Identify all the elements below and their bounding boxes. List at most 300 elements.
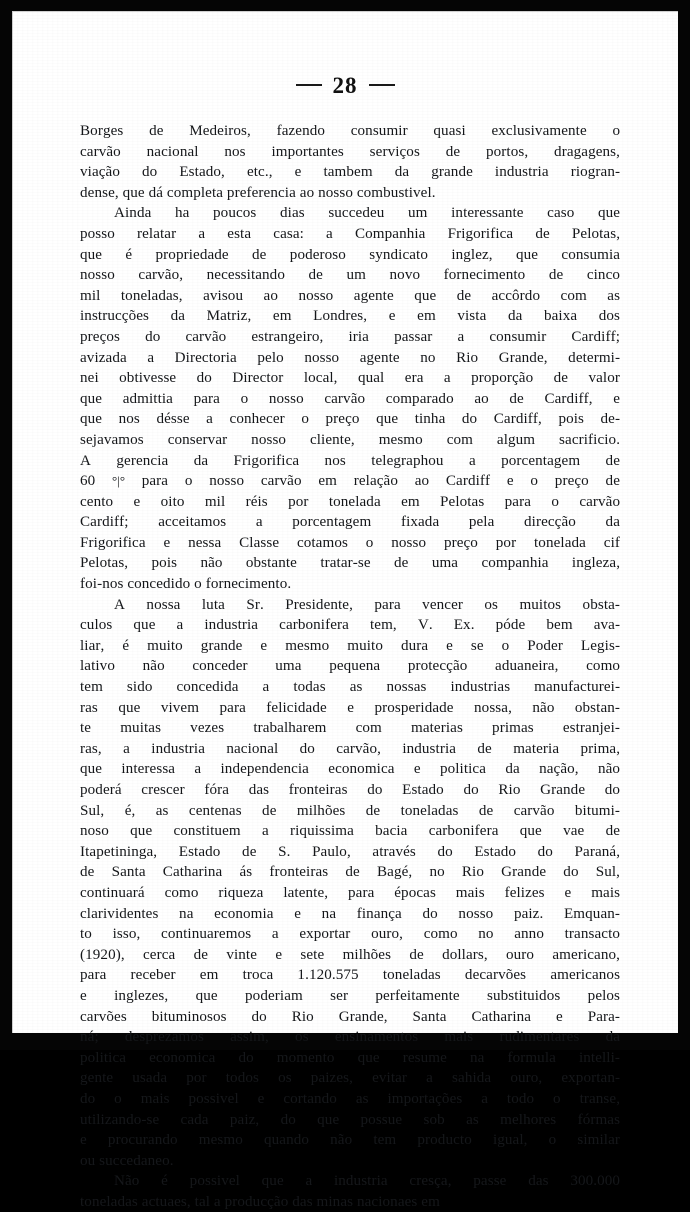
word: syndicato: [369, 246, 428, 263]
word: as: [607, 287, 621, 304]
word: transe,: [579, 1090, 621, 1107]
word: de: [262, 802, 277, 819]
word: do: [280, 1111, 296, 1128]
text-line: [80, 1192, 620, 1212]
text-line: [80, 862, 620, 883]
word: serviços: [369, 143, 420, 160]
word: minas: [316, 1193, 354, 1210]
word: Estado: [178, 843, 221, 860]
word: dias: [280, 205, 305, 222]
word: um: [346, 267, 366, 284]
word: a: [326, 225, 333, 242]
text-line: [80, 1007, 620, 1028]
word: tem: [373, 1132, 397, 1149]
word: perfeitamente: [375, 987, 460, 1004]
word: o: [551, 493, 559, 510]
word: de: [242, 843, 257, 860]
word: a: [262, 679, 270, 696]
word: cliente,: [309, 431, 355, 448]
word: é: [161, 1173, 168, 1190]
word: e: [564, 884, 572, 901]
word: ouro: [506, 946, 535, 963]
word: a: [176, 617, 184, 634]
word: de: [605, 823, 621, 840]
word: aduaneira,: [495, 658, 559, 675]
word: na: [179, 905, 194, 922]
word: póde: [495, 617, 526, 634]
word: que: [515, 246, 539, 263]
word: o: [612, 123, 621, 139]
word: manufacturei-: [534, 679, 621, 696]
word: evitar: [372, 1070, 408, 1087]
word: de: [548, 267, 564, 284]
word: oito: [160, 493, 185, 510]
word: do: [196, 370, 212, 387]
word: desprezamos: [124, 1029, 204, 1046]
word: paiz.: [513, 905, 544, 922]
word: centenas: [188, 802, 242, 819]
text-line: [80, 945, 620, 966]
word: gente: [80, 1070, 114, 1087]
word: do: [80, 1090, 96, 1107]
word: no: [420, 349, 436, 366]
word: tem: [80, 679, 103, 696]
word: muitas: [120, 720, 162, 737]
word: Catharina: [471, 1008, 532, 1025]
word: carvão: [80, 143, 121, 160]
text-line: [80, 553, 620, 574]
word: ás: [239, 864, 253, 881]
word: S.: [278, 843, 291, 860]
word: muitos: [519, 596, 562, 613]
word: telegraphou: [371, 452, 444, 469]
word: e: [260, 637, 268, 654]
word: e: [446, 637, 453, 654]
word: fornecimento: [443, 267, 526, 284]
word: cento: [80, 493, 114, 510]
body-text: [80, 121, 620, 1212]
word: Pelotas,: [571, 225, 621, 242]
word: nação,: [539, 761, 579, 778]
word: e: [388, 308, 396, 325]
word: admittia: [122, 390, 173, 407]
word: de: [80, 864, 95, 881]
word: sejavamos: [80, 431, 144, 448]
word: carbonifera: [428, 823, 499, 840]
word: para: [80, 967, 107, 984]
word: agente: [353, 287, 394, 304]
word: das: [528, 1173, 549, 1190]
word: carvão: [579, 493, 621, 510]
text-line: [80, 451, 620, 472]
word: carvão,: [336, 740, 381, 757]
word: Cardiff: [445, 473, 491, 490]
word: concedido: [127, 576, 191, 593]
word: A: [114, 596, 126, 613]
word: industria: [333, 1173, 388, 1190]
word: Bagé,: [377, 864, 413, 881]
word: pois: [151, 555, 178, 572]
word: Presidente,: [285, 596, 353, 613]
word: o: [240, 390, 249, 407]
word: a: [261, 823, 269, 840]
word: rudimentares: [499, 1029, 580, 1046]
text-line: [80, 409, 620, 430]
word: preço: [443, 534, 478, 551]
word: vivem: [160, 699, 200, 716]
paragraph: [80, 203, 620, 594]
word: e: [506, 473, 514, 490]
word: Londres,: [313, 308, 368, 325]
word: as: [349, 679, 363, 696]
word: Estado: [402, 782, 444, 798]
word: da: [193, 452, 209, 469]
word: da: [505, 761, 520, 778]
word: viação: [80, 164, 120, 181]
word: tambem: [323, 164, 373, 181]
word: Paraná,: [574, 843, 621, 860]
word: os: [278, 1070, 292, 1087]
word: relação: [353, 473, 398, 490]
word: o: [553, 1090, 561, 1107]
text-line: [80, 121, 620, 142]
word: das: [292, 1193, 313, 1210]
word: economia: [214, 905, 274, 922]
word: toneladas: [400, 802, 459, 819]
word: trabalharem: [253, 720, 327, 737]
word: actuaes,: [141, 1193, 191, 1210]
word: e: [257, 1090, 265, 1107]
word: todas: [293, 679, 326, 696]
word: Cardiff;: [80, 514, 129, 531]
word: tal: [194, 1193, 211, 1210]
word: lativo: [80, 658, 115, 675]
word: désse: [156, 411, 190, 428]
word: poucos: [213, 205, 257, 222]
word: bituminosos: [151, 1008, 227, 1025]
word: possue: [360, 1111, 403, 1128]
word: paizes,: [310, 1070, 353, 1087]
word: de: [605, 452, 620, 469]
text-line: [80, 1068, 620, 1089]
word: exportan-: [561, 1070, 621, 1087]
word: do: [604, 782, 621, 798]
word: Matriz,: [206, 308, 252, 325]
word: clarividentes: [80, 905, 159, 922]
word: toneladas: [382, 967, 441, 984]
text-line: [80, 327, 620, 348]
text-line: [80, 615, 620, 636]
word: possivel: [188, 1090, 239, 1107]
word: ao: [263, 287, 278, 304]
word: de: [394, 555, 409, 572]
word: que: [80, 411, 103, 428]
word: mais: [444, 1029, 474, 1046]
word: exclusivamente: [491, 123, 587, 139]
word: avizada: [80, 349, 127, 366]
word: o: [194, 576, 202, 593]
word: as: [355, 1090, 369, 1107]
word: para: [219, 699, 246, 716]
word: nosso: [209, 473, 245, 490]
word: que: [519, 823, 542, 840]
word: obstante: [245, 555, 297, 572]
paragraph: [80, 1171, 620, 1212]
word: ao: [414, 473, 430, 490]
page-number: 28: [332, 73, 358, 98]
word: da: [507, 308, 523, 325]
page-number-header: [12, 73, 678, 99]
word: consumir: [350, 123, 408, 139]
word: intelli-: [578, 1049, 621, 1066]
word: Directoria: [174, 349, 237, 366]
word: a: [206, 411, 213, 428]
word: casa:: [273, 225, 304, 242]
word: o: [365, 534, 374, 551]
word: etc.,: [246, 164, 273, 181]
word: Paulo,: [312, 843, 351, 860]
word: a: [271, 926, 279, 943]
word: nosso: [268, 390, 304, 407]
word: ras,: [80, 740, 102, 757]
word: Frigorifica: [447, 225, 514, 242]
word: Rio: [461, 864, 484, 881]
text-line: [80, 656, 620, 677]
word: não: [532, 699, 555, 716]
word: e: [80, 1132, 87, 1149]
word: direcção: [524, 514, 576, 531]
word: vezes: [190, 720, 225, 737]
word: carvão: [324, 390, 366, 407]
word: mil: [80, 287, 101, 304]
word: grande: [200, 637, 243, 654]
word: 60: [80, 473, 96, 490]
word: avisou: [203, 287, 244, 304]
word: passe: [473, 1173, 507, 1190]
word: carvão: [185, 328, 227, 345]
text-line: [80, 286, 620, 307]
word: Rio: [291, 1008, 314, 1025]
text-line: [80, 162, 620, 183]
word: producção: [224, 1193, 289, 1210]
word: vinte: [226, 946, 258, 963]
word: portos,: [486, 143, 529, 160]
word: o: [301, 411, 309, 428]
word: ras: [80, 699, 98, 716]
word: nacional: [226, 740, 279, 757]
text-line: [80, 636, 620, 657]
word: inglez,: [451, 246, 493, 263]
word: um: [408, 205, 428, 222]
word: iria: [348, 328, 369, 345]
word: de: [445, 143, 461, 160]
word: bem: [546, 617, 573, 634]
word: nosso: [391, 534, 427, 551]
word: Não: [114, 1173, 140, 1190]
word: é: [122, 637, 130, 654]
word: 1.120.575: [297, 967, 359, 984]
word: que: [261, 1173, 284, 1190]
text-line: [80, 1027, 620, 1048]
word: ouro,: [510, 1070, 543, 1087]
word: e: [294, 164, 302, 181]
word: o: [114, 1090, 122, 1107]
word: Santa: [412, 1008, 447, 1025]
text-line: [80, 574, 620, 595]
word: industria: [151, 740, 206, 757]
word: de: [193, 946, 209, 963]
word: como: [164, 884, 199, 901]
word: anno: [514, 926, 544, 943]
word: de: [149, 123, 164, 139]
word: da: [170, 308, 186, 325]
word: determi-: [568, 349, 621, 366]
word: fornecimento.: [205, 576, 292, 593]
word: latente,: [283, 884, 329, 901]
word: que: [414, 287, 437, 304]
word: mesmo: [198, 1132, 243, 1149]
word: economica: [149, 1049, 216, 1066]
word: a: [147, 349, 155, 366]
word: que: [130, 823, 153, 840]
word: que: [80, 390, 103, 407]
word: transacto: [564, 926, 621, 943]
word: economica: [328, 761, 395, 778]
word: cinco: [586, 267, 621, 284]
word: de: [456, 287, 472, 304]
word: crescer: [141, 782, 185, 798]
word: em: [199, 967, 219, 984]
word: relatar: [137, 225, 177, 242]
word: em: [421, 1193, 440, 1210]
word: de: [509, 390, 524, 407]
word: com: [560, 287, 587, 304]
word: preço: [554, 473, 589, 490]
word: vae: [563, 823, 585, 840]
word: que: [80, 246, 103, 263]
word: na: [321, 905, 337, 922]
word: Frigorifica: [80, 534, 146, 551]
word: possivel: [189, 1173, 240, 1190]
text-line: [80, 986, 620, 1007]
word: nosso: [458, 905, 494, 922]
word: do: [463, 782, 479, 798]
word: baixa: [543, 308, 578, 325]
word: prosperidade: [374, 699, 454, 716]
word: como: [423, 926, 458, 943]
word: companhia: [481, 555, 549, 572]
word: fronteiras: [288, 782, 348, 798]
text-line: [80, 780, 620, 801]
word: porcentagem: [501, 452, 581, 469]
word: de: [477, 740, 492, 757]
word: ha: [174, 205, 190, 222]
word: por: [495, 534, 517, 551]
word: toneladas,: [120, 287, 183, 304]
word: paiz,: [229, 1111, 260, 1128]
word: do: [251, 1008, 267, 1025]
page-content: [12, 11, 678, 1210]
word: tratar-se: [320, 555, 371, 572]
word: concedida: [176, 679, 239, 696]
word: carbonifera: [279, 617, 349, 634]
word: (1920),: [80, 946, 125, 963]
word: mesmo: [285, 637, 330, 654]
word: nossa: [146, 596, 181, 613]
word: conhecer: [229, 411, 285, 428]
word: nacional: [146, 143, 199, 160]
word: é,: [124, 802, 136, 819]
word: e: [347, 699, 355, 716]
text-line: [80, 883, 620, 904]
word: Estado,: [179, 164, 225, 181]
word: ao: [299, 184, 315, 201]
word: de: [365, 802, 381, 819]
text-line: [80, 265, 620, 286]
word: que: [80, 761, 103, 778]
word: a: [213, 1193, 221, 1210]
word: necessitando: [206, 267, 285, 284]
word: Legis-: [580, 637, 621, 654]
word: pois: [558, 411, 584, 428]
word: tonelada: [534, 534, 586, 551]
word: uma: [275, 658, 302, 675]
word: o: [184, 473, 193, 490]
text-line: [80, 512, 620, 533]
word: Pelotas,: [80, 555, 129, 572]
word: luta: [201, 596, 225, 613]
word: mil: [204, 493, 226, 510]
word: e: [163, 534, 171, 551]
word: Emquan-: [563, 905, 621, 922]
word: riquissima: [290, 823, 354, 840]
word: Classe: [239, 534, 280, 551]
word: melhores: [500, 1111, 557, 1128]
word: e: [613, 390, 621, 407]
word: Director: [232, 370, 284, 387]
word: sahida: [452, 1070, 492, 1087]
word: do: [367, 782, 383, 798]
word: preferencia: [226, 184, 296, 201]
word: mais: [455, 884, 485, 901]
word: era: [404, 370, 424, 387]
word: dense,: [80, 184, 119, 201]
word: industria: [402, 740, 457, 757]
word: grande: [431, 164, 473, 181]
word: dura: [400, 637, 429, 654]
word: e: [294, 905, 302, 922]
word: passar: [394, 328, 433, 345]
word: por: [186, 1070, 207, 1087]
word: continuaremos: [161, 926, 252, 943]
word: V.: [417, 617, 433, 634]
word: consumir: [489, 328, 547, 345]
word: novo: [389, 267, 421, 284]
word: Itapetininga,: [80, 843, 158, 860]
text-line: [80, 142, 620, 163]
word: estranjei-: [562, 720, 620, 737]
word: uma: [431, 555, 459, 572]
word: pelo: [257, 349, 284, 366]
word: para: [141, 473, 169, 490]
word: momento: [276, 1049, 335, 1066]
text-line: [80, 1048, 620, 1069]
word: muito: [347, 637, 383, 654]
word: tonelada: [328, 493, 381, 510]
word: em: [272, 308, 292, 325]
word: nosso: [298, 287, 334, 304]
word: nossas: [386, 679, 427, 696]
